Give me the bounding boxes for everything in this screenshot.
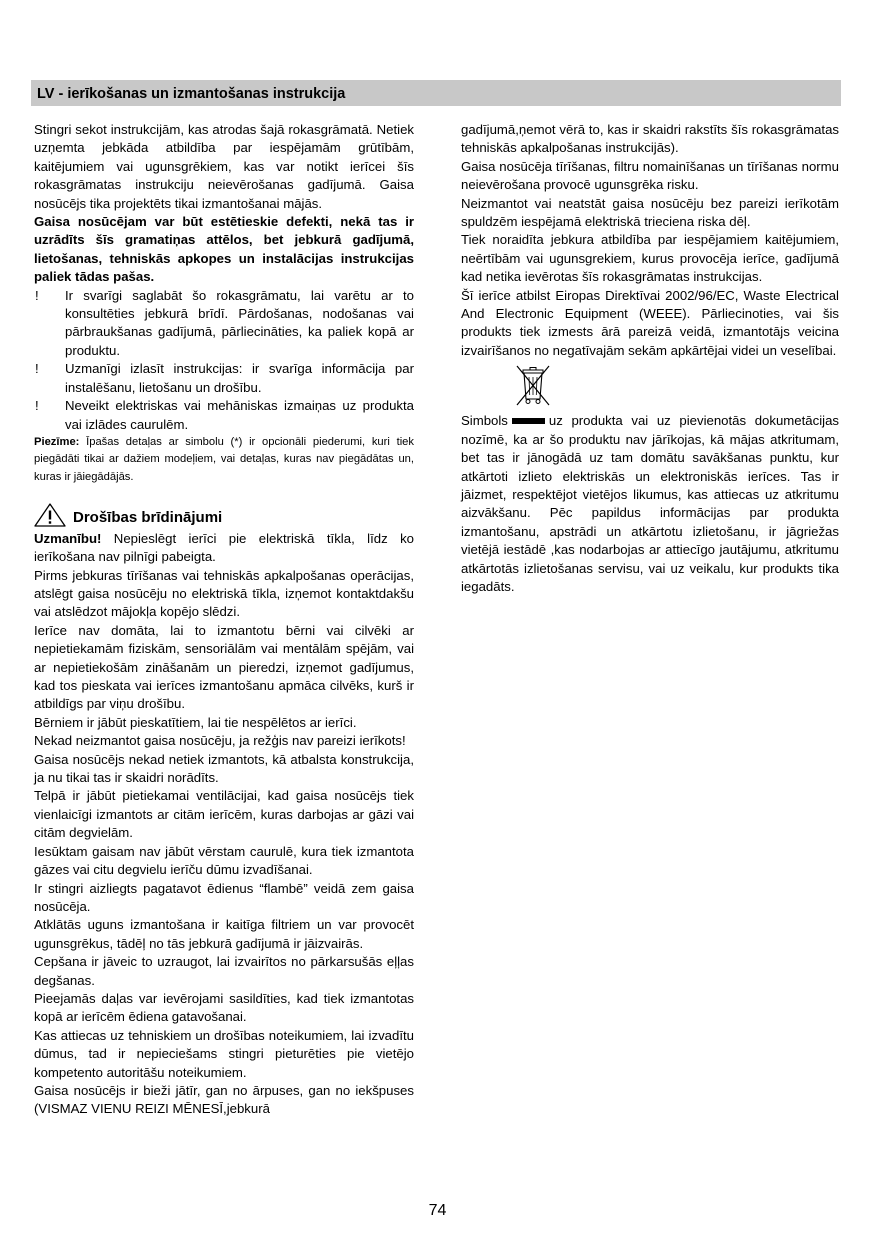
safety-paragraph: gadījumā,ņemot vērā to, kas ir skaidri rakstīts šīs rokasgrāmatas tehniskās apkalpošanas instrukcijās). <box>461 122 839 156</box>
note-paragraph <box>34 434 414 486</box>
bold-notice: Gaisa nosūcējam var būt estētieskie defekti, nekā tas ir uzrādīts šīs gramatiņas attēlos, bet jebkurā gadījumā, lietošanas, tehniskās apkopes un instalācijas instrukcijas paliek tādas pašas. <box>34 214 414 285</box>
safety-paragraph: Pirms jebkuras tīrīšanas vai tehniskās apkalpošanas operācijas, atslēgt gaisa nosūcēju no elektriskā tīkla, izņemot kontaktdakšu vai atslēdzot mājokļa kopējo slēdzi. <box>34 567 414 620</box>
crossed-out-bin-icon <box>513 364 553 408</box>
section-title: LV - ierīkošanas un izmantošanas instrukcija <box>37 86 346 102</box>
bullet-item <box>34 360 414 397</box>
bullet-text: Uzmanīgi izlasīt instrukcijas: ir svarīga informācija par instalēšanu, lietošanu un drošību. <box>65 361 414 395</box>
exclamation-icon: ! <box>35 287 39 303</box>
weee-symbol <box>461 360 839 412</box>
safety-paragraph: Gaisa nosūcējs nekad netiek izmantots, kā atbalsta konstrukcija, ja nu tikai tas ir skaidri norādīts. <box>34 751 414 786</box>
safety-paragraph: Kas attiecas uz tehniskiem un drošības noteikumiem, lai izvadītu dūmus, tad ir nepieciešams stingri pieturēties pie vietējo kompetento autoritāšu noteikumiem. <box>34 1027 414 1080</box>
safety-paragraph: Gaisa nosūcēja tīrīšanas, filtru nomainīšanas un tīrīšanas normu neievērošana provocē ugunsgrēka risku. <box>461 158 839 193</box>
symbol-prefix: Simbols <box>461 413 508 429</box>
warning-triangle-icon <box>33 502 67 528</box>
safety-paragraph: Telpā ir jābūt pietiekamai ventilācijai, kad gaisa nosūcējs tiek vienlaicīgi izmantots ar citām ierīcēm, kuras darbojas ar gāzi vai citām degvielām. <box>34 788 414 841</box>
note-text: Īpašas detaļas ar simbolu (*) ir opcionāli piederumi, kuri tiek piegādāti tikai ar dažiem modeļiem, vai detaļas, kuras nav piegādātas un, kuras ir jāiegādājās. <box>34 435 414 483</box>
right-column <box>461 121 839 596</box>
page-number: 74 <box>428 1202 447 1219</box>
safety-paragraph: Gaisa nosūcējs ir bieži jātīr, gan no ārpuses, gan no iekšpuses (VISMAZ VIENU REIZI MĒNESĪ,jebkurā <box>34 1082 414 1117</box>
bullet-text: Neveikt elektriskas vai mehāniskas izmaiņas uz produkta vai izlādes caurulēm. <box>65 398 414 432</box>
attention-paragraph <box>34 530 414 567</box>
safety-paragraph: Ir stingri aizliegts pagatavot ēdienus “flambē” veidā zem gaisa nosūcēja. <box>34 880 414 914</box>
attention-text: Nepieslēgt ierīci pie elektriskā tīkla, līdz ko ierīkošana nav pilnīgi pabeigta. <box>34 530 414 565</box>
warning-title: Drošības brīdinājumi <box>73 508 223 526</box>
note-label: Piezīme: <box>34 435 80 448</box>
symbol-text: uz produkta vai uz pievienotās dokumetācijas nozīmē, ka ar šo produktu nav jārīkojas, kā mājas atkritumam, bet tas ir jānogādā uz tam domātu savākšanas punktu, kur atkārtoti izlieto elektriskās un elektroniskās ierīces. Tas ir jāizmet, respektējot vietējos likumus, kas attiecas uz atkritumu aizvākšanu. Pēc papildus informācijas par produkta izmantošanu, apstrādi un atkārtotu izlietošanu, ir jāgriežas vietējā iestādē ,kas nodarbojas ar attiecīgo jautājumu, atkritumu atkārtotās izlietošanas servisu, vai uz veikalu, kur produkts tika iegadāts. <box>461 413 839 594</box>
safety-paragraph: Pieejamās daļas var ievērojami sasildīties, kad tiek izmantotas kopā ar ierīcēm ēdiena gatavošanai. <box>34 990 414 1025</box>
bullet-item <box>34 397 414 434</box>
safety-paragraph: Atklātās uguns izmantošana ir kaitīga filtriem un var provocēt ugunsgrēkus, tādēļ no tās jebkurā gadījumā ir jāizvairās. <box>34 917 414 951</box>
safety-paragraph: Bērniem ir jābūt pieskatītiem, lai tie nespēlētos ar ierīci. <box>34 714 357 730</box>
black-bar-symbol <box>512 418 545 424</box>
warning-heading <box>34 502 414 528</box>
safety-paragraph: Tiek noraidīta jebkura atbildība par iespējamiem kaitējumiem, neērtībām vai ugunsgrekiem, kurus provocēja ierīce, gadījumā kad netika ievērotas šīs rokasgrāmatas instrukcijas. <box>461 232 839 285</box>
bullet-text: Ir svarīgi saglabāt šo rokasgrāmatu, lai varētu ar to konsultēties jebkurā brīdī. Pārdošanas, nodošanas vai pārbraukšanas gadījumā, pārliecināties, ka paliek kopā ar produktu. <box>65 287 414 358</box>
safety-paragraph: Cepšana ir jāveic to uzraugot, lai izvairītos no pārkarsušās eļļas degšanas. <box>34 954 414 988</box>
safety-paragraph: Iesūktam gaisam nav jābūt vērstam caurulē, kura tiek izmantota gāzes vai citu degvielu ierīču dūmu izvadīšanai. <box>34 843 414 878</box>
bullet-item <box>34 287 414 361</box>
safety-paragraph: Neizmantot vai neatstāt gaisa nosūcēju bez pareizi ierīkotām spuldzēm iespējamā elektriskā trieciena riska dēļ. <box>461 195 839 230</box>
weee-paragraph: Šī ierīce atbilst Eiropas Direktīvai 2002/96/EC, Waste Electrical And Electronic Equipment (WEEE). Pārliecinoties, vai šis produkts tiek izmests ārā pareizā veidā, izmantotājs veicina izvairīšanos no negatīvajām sekām apkārtējai videi un veselībai. <box>461 287 839 358</box>
safety-paragraph: Ierīce nav domāta, lai to izmantotu bērni vai cilvēki ar nepietiekamām fiziskām, sensoriālām vai mentālām spējām, vai ar nepietiekošām zināšanām un pieredzi, izņemot gadījumus, kad tos pieskata vai ierīces izmantošanu apmāca cilvēks, kurš ir atbildīgs par viņu drošību. <box>34 622 414 712</box>
symbol-paragraph <box>461 412 839 596</box>
intro-paragraph: Stingri sekot instrukcijām, kas atrodas šajā rokasgrāmatā. Netiek uzņemta jebkāda atbildība par iespējamām grūtībām, kaitējumiem vai ugunsgrēkiem, kas var notikt ierīcei šīs rokasgrāmatas instrukciju neievērošanas gadījumā. Gaisa nosūcējs tika projektēts tikai izmantošanai mājās. <box>34 122 414 211</box>
section-header <box>31 80 841 106</box>
safety-paragraph: Nekad neizmantot gaisa nosūcēju, ja režģis nav pareizi ierīkots! <box>34 733 406 749</box>
exclamation-icon: ! <box>35 361 39 377</box>
attention-label: Uzmanību! <box>34 530 102 546</box>
exclamation-icon: ! <box>35 398 39 414</box>
left-column <box>34 121 414 1119</box>
